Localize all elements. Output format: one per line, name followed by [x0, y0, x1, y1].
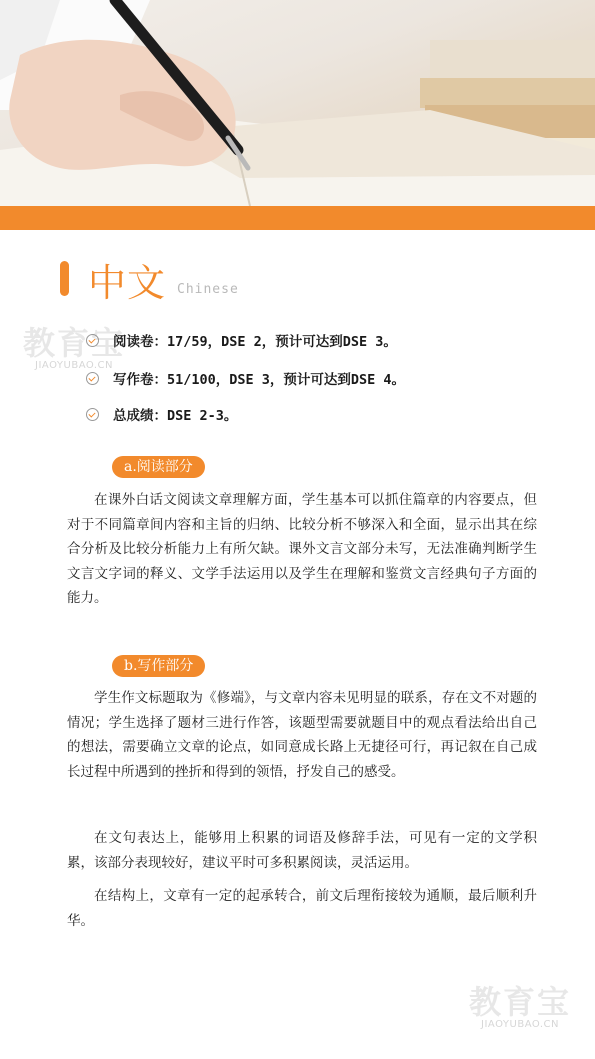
score-writing: [86, 368, 405, 388]
section-label-reading: a.阅读部分: [112, 456, 205, 478]
check-circle-icon: [86, 408, 99, 421]
writing-paragraph-1: 学生作文标题取为《修端》，与文章内容未见明显的联系，存在文不对题的情况；学生选择了题材三进行作答，该题型需要就题目中的观点看法给出自己的想法，需要确立文章的论点，如同意成长路上无捷径可行，再记叙在自己成长过程中所遇到的挫折和得到的领悟，抒发自己的感受。: [67, 690, 537, 780]
reading-paragraph: 在课外白话文阅读文章理解方面，学生基本可以抓住篇章的内容要点，但对于不同篇章间内容和主旨的归纳、比较分析不够深入和全面，显示出其在综合分析及比较分析能力上有所欠缺。课外文言文部分未写，无法准确判断学生文言文字词的释义、文学手法运用以及学生在理解和鉴赏文言经典句子方面的能力。: [67, 492, 537, 606]
watermark-domain: JIAOYUBAO.CN: [481, 1019, 559, 1030]
check-circle-icon: [86, 334, 99, 347]
hero-photo-writing-hand: [0, 0, 595, 206]
score-total: [86, 404, 237, 424]
watermark-bottom: [460, 985, 580, 1031]
section-label-writing: b.写作部分: [112, 655, 205, 677]
watermark-brand: 教育宝: [468, 983, 571, 1021]
page-title: 中文: [88, 261, 167, 305]
writing-paragraph-2: 在文句表达上，能够用上积累的词语及修辞手法，可见有一定的文学积累，该部分表现较好，建议平时可多积累阅读，灵活运用。: [67, 830, 537, 871]
title-accent-bar: [60, 261, 69, 296]
writing-paragraph-3: 在结构上，文章有一定的起承转合，前文后理衔接较为通顺，最后顺利升华。: [67, 888, 537, 929]
score-reading-text: 阅读卷：17/59，DSE 2，预计可达到DSE 3。: [113, 334, 397, 350]
watermark-domain: JIAOYUBAO.CN: [35, 360, 113, 371]
watermark-brand: 教育宝: [22, 324, 125, 362]
check-circle-icon: [86, 372, 99, 385]
score-reading: [86, 330, 397, 350]
score-writing-text: 写作卷：51/100，DSE 3，预计可达到DSE 4。: [113, 372, 406, 388]
page-subtitle: Chinese: [177, 282, 239, 297]
header-accent-band: [0, 206, 595, 230]
score-total-text: 总成绩：DSE 2-3。: [113, 408, 238, 424]
